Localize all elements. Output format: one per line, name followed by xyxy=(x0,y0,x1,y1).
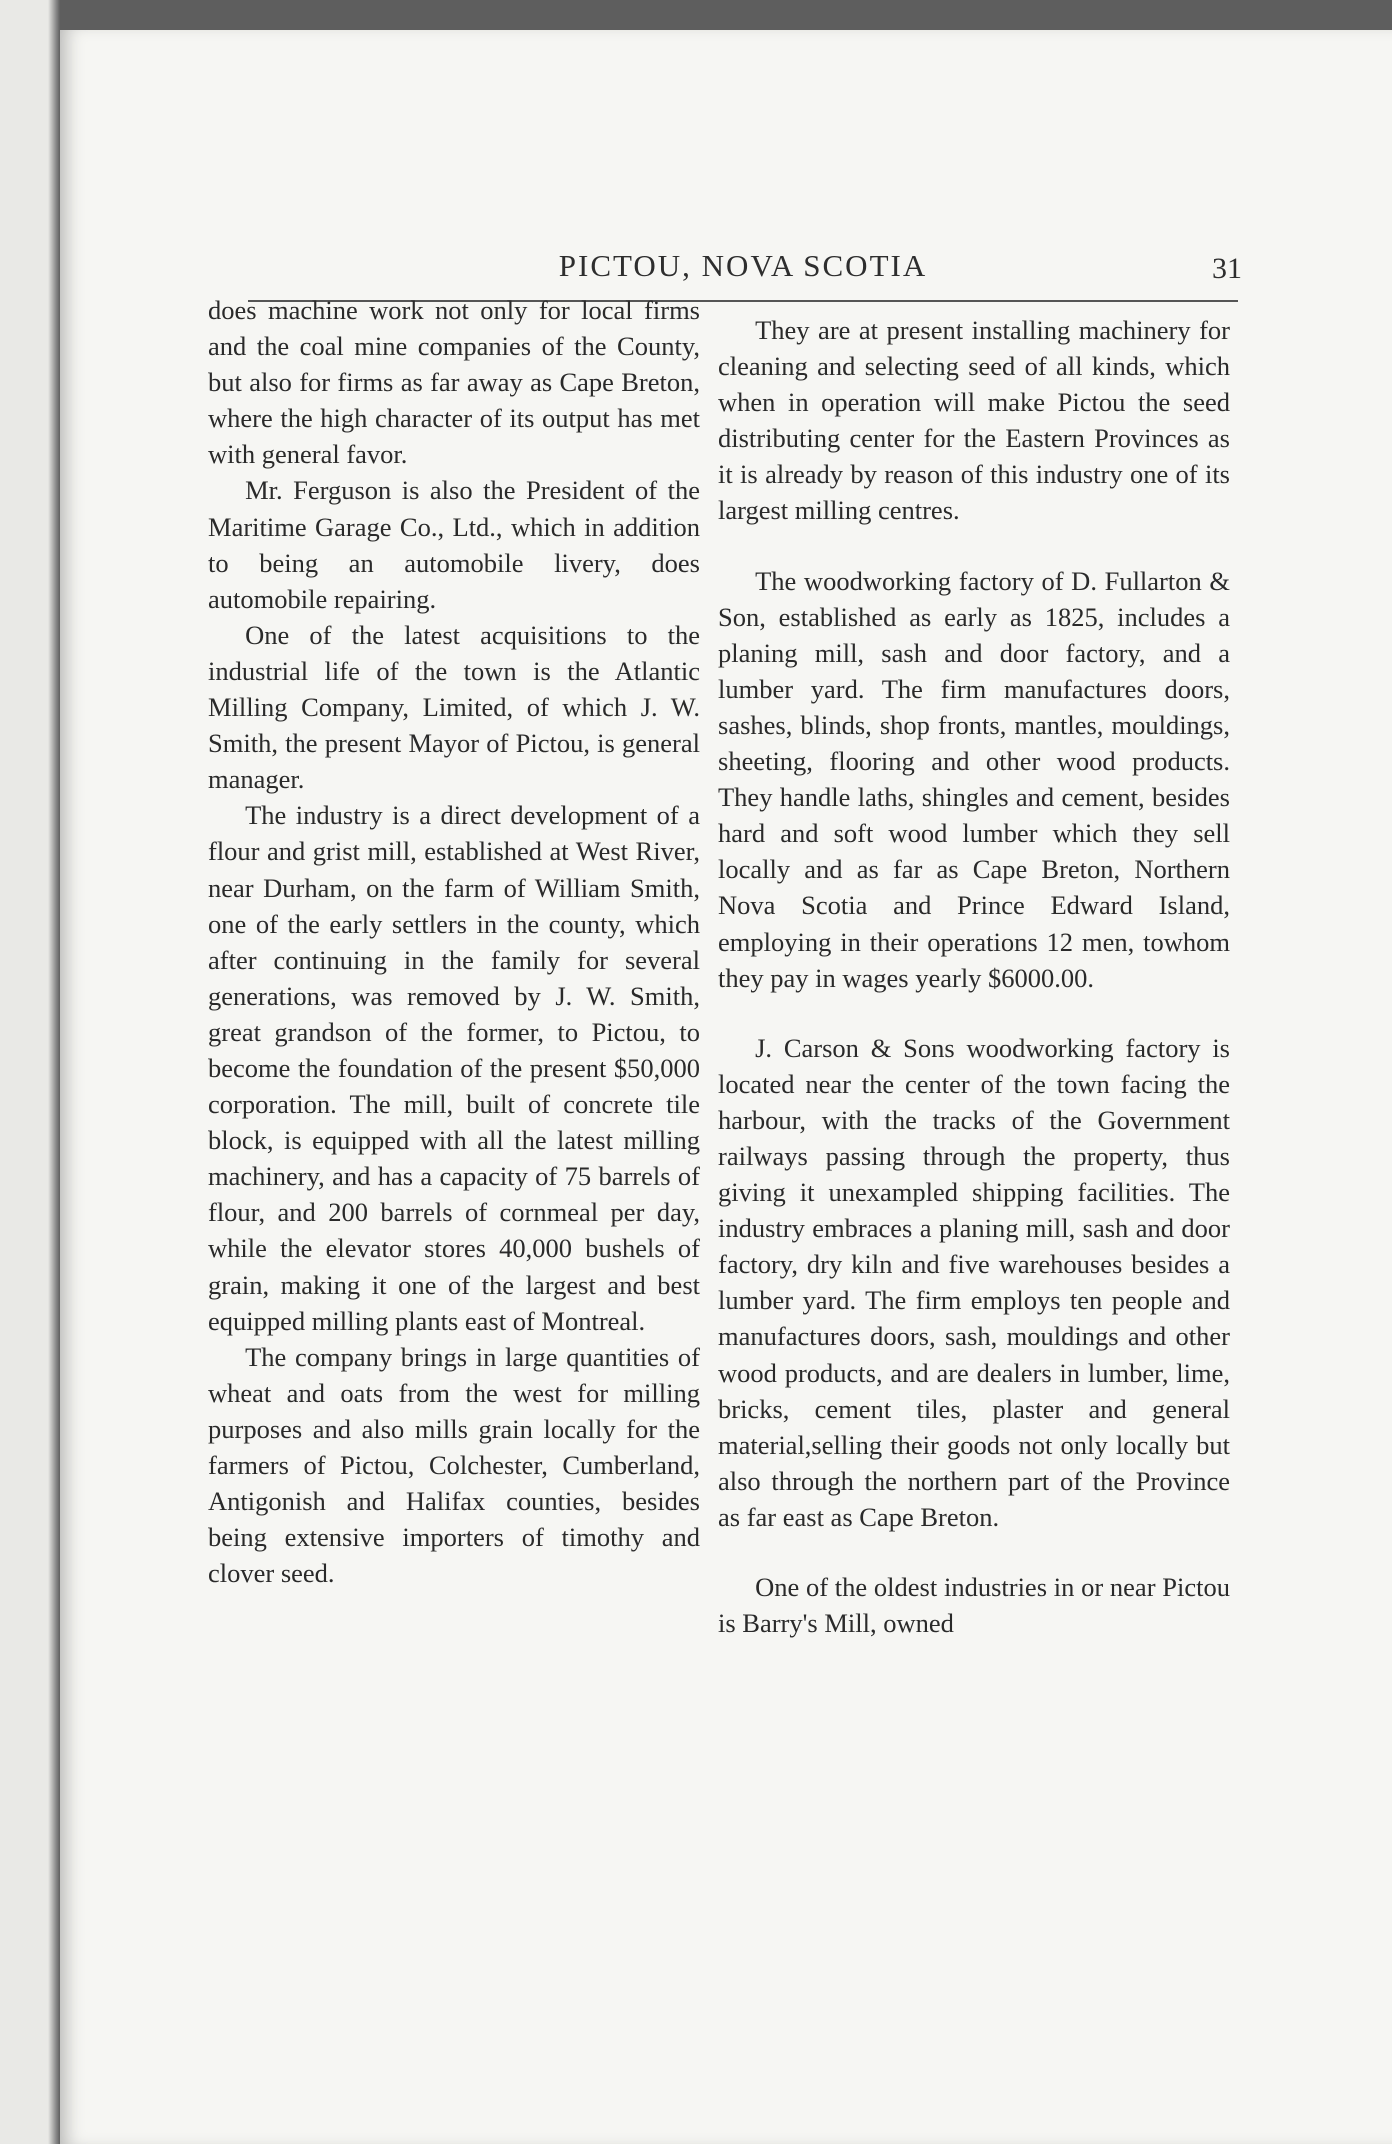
page-number: 31 xyxy=(1212,252,1242,285)
paragraph: The woodworking factory of D. Fullarton & Son, established as early as 1825, includes a planing mill, sash and door factory, and a lumber yard. The firm manufactures doors, sashes, blinds, shop fronts, mantles, mouldings, sheeting, flooring and other wood products. They handle laths, shingles and cement, besides hard and soft wood lumber which they sell locally and as far as Cape Breton, Northern Nova Scotia and Prince Edward Island, employing in their operations 12 men, towhom they pay in wages yearly $6000.00. xyxy=(718,565,1230,993)
paragraph: They are at present installing machinery for cleaning and selecting seed of all kinds, which when in operation will make Pictou the seed distributing center for the Eastern Provinces as it is already by reason of this industry one of its largest milling centres. xyxy=(718,315,1230,526)
paragraph: One of the oldest industries in or near Pictou is Barry's Mill, owned xyxy=(718,1572,1230,1639)
paragraph: The industry is a direct development of a flour and grist mill, established at West River, near Durham, on the farm of William Smith, one of the early settlers in the county, which after continuing in the family for several generations, was removed by J. W. Smith, great grandson of the former, to Pictou, to become the foundation of the present $50,000 corporation. The mill, built of concrete tile block, is equipped with all the latest milling machinery, and has a capacity of 75 barrels of flour, and 200 barrels of cornmeal per day, while the elevator stores 40,000 bushels of grain, making it one of the largest and best equipped milling plants east of Montreal. xyxy=(208,800,700,1336)
paragraph: J. Carson & Sons woodworking factory is located near the center of the town facing the harbour, with the tracks of the Government railways passing through the property, thus giving it unexampled shipping facilities. The industry embraces a planing mill, sash and door factory, dry kiln and five warehouses besides a lumber yard. The firm employs ten people and manufactures doors, sash, mouldings and other wood products, and are dealers in lumber, lime, bricks, cement tiles, plaster and general material,selling their goods not only locally but also through the northern part of the Province as far east as Cape Breton. xyxy=(718,1032,1230,1532)
paragraph: does machine work not only for local firms and the coal mine companies of the County, but also for firms as far away as Cape Breton, where the high character of its output has met with general favor. xyxy=(208,295,700,470)
left-column xyxy=(208,292,700,1591)
running-title: PICTOU, NOVA SCOTIA xyxy=(558,248,928,283)
right-column xyxy=(718,312,1230,1641)
paragraph: One of the latest acquisitions to the industrial life of the town is the Atlantic Milling Company, Limited, of which J. W. Smith, the present Mayor of Pictou, is general manager. xyxy=(208,619,700,795)
paragraph: Mr. Ferguson is also the President of the Maritime Garage Co., Ltd., which in addition to being an automobile livery, does automobile repairing. xyxy=(208,475,700,614)
book-gutter xyxy=(0,0,60,2144)
paragraph: The company brings in large quantities of wheat and oats from the west for milling purposes and also mills grain locally for the farmers of Pictou, Colchester, Cumberland, Antigonish and Halifax counties, besides being extensive importers of timothy and clover seed. xyxy=(208,1341,700,1589)
